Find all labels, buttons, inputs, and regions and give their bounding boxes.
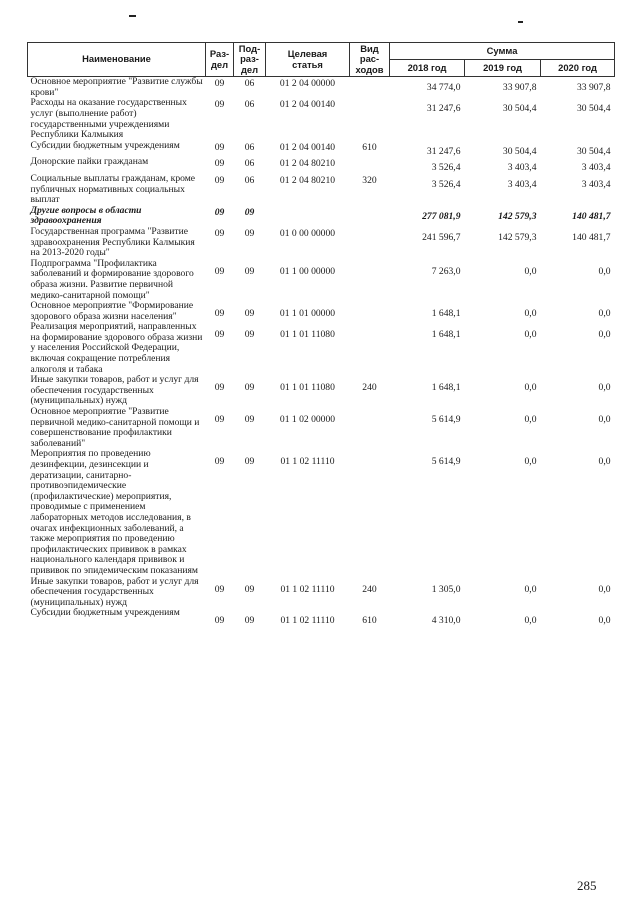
cell-razdel: 09: [214, 158, 225, 170]
cell-vid: [350, 98, 390, 140]
cell-podrazdel: 06: [244, 158, 255, 170]
cell-razdel: 09: [214, 382, 225, 394]
budget-table: [27, 42, 615, 627]
header-vid: Вид рас- ходов: [350, 43, 390, 77]
cell-name: Основное мероприятие "Развитие службы крови": [30, 76, 203, 98]
cell-2018: 1 648,1: [431, 308, 461, 320]
cell-podrazdel: 06: [244, 78, 255, 90]
cell-target: 01 1 02 00000: [279, 414, 336, 426]
cell-vid: [350, 449, 390, 576]
cell-2018: 5 614,9: [431, 414, 461, 426]
header-podrazdel: Под- раз- дел: [234, 43, 266, 77]
cell-2019: 142 579,3: [498, 210, 537, 222]
cell-2019: 3 403,4: [507, 178, 537, 190]
table-header: [28, 43, 615, 77]
cell-vid: [350, 322, 390, 375]
cell-2020: 0,0: [598, 456, 611, 468]
cell-2018: 1 648,1: [431, 382, 461, 394]
table-row: [28, 227, 615, 259]
cell-2020: 30 504,4: [576, 145, 611, 157]
cell-name: Социальные выплаты гражданам, кроме публичных нормативных социальных выплат: [30, 172, 196, 206]
cell-target: 01 1 02 11110: [280, 583, 335, 595]
cell-vid: 240: [362, 583, 377, 595]
header-year-2018: 2018 год: [390, 60, 465, 77]
cell-2020: 33 907,8: [576, 82, 611, 94]
table-row: [28, 98, 615, 140]
cell-vid: [350, 259, 390, 301]
cell-name: Расходы на оказание государственных услуг (выполнение работ) государственными учреждениями Республики Калмыкия: [30, 97, 187, 141]
cell-2018: 7 263,0: [431, 265, 461, 277]
cell-2020: 0,0: [598, 414, 611, 426]
cell-razdel: 09: [214, 78, 225, 90]
cell-target: 01 2 04 80210: [279, 174, 336, 186]
cell-2020: 0,0: [598, 382, 611, 394]
cell-name: Субсидии бюджетным учреждениям: [30, 139, 180, 151]
cell-vid: [350, 206, 390, 227]
cell-podrazdel: 06: [244, 141, 255, 153]
cell-razdel: 09: [214, 99, 225, 111]
cell-2020: 140 481,7: [572, 231, 611, 243]
cell-2018: 31 247,6: [426, 145, 461, 157]
table-row: [28, 322, 615, 375]
cell-razdel: 09: [214, 141, 225, 153]
cell-target: 01 1 01 11080: [280, 382, 335, 394]
cell-2019: 0,0: [524, 583, 537, 595]
cell-podrazdel: 06: [244, 174, 255, 186]
page-number: 285: [577, 878, 597, 893]
cell-2019: 142 579,3: [498, 231, 537, 243]
cell-2019: 0,0: [524, 308, 537, 320]
cell-target: 01 2 04 00140: [279, 99, 336, 111]
cell-target: 01 0 00 00000: [279, 227, 336, 239]
cell-name: Другие вопросы в области здравоохранения: [30, 204, 142, 227]
table-row: [28, 77, 615, 99]
cell-razdel: 09: [214, 329, 225, 341]
table-row: [28, 174, 615, 206]
cell-name: Иные закупки товаров, работ и услуг для обеспечения государственных (муниципальных) нужд: [30, 374, 199, 407]
table-row: [28, 259, 615, 301]
scan-mark-left: [129, 15, 136, 17]
table-row: [28, 141, 615, 158]
cell-2020: 0,0: [598, 329, 611, 341]
table-row: [28, 407, 615, 449]
cell-2018: 4 310,0: [431, 615, 461, 627]
cell-podrazdel: 09: [244, 382, 255, 394]
cell-name: Реализация мероприятий, направленных на формирование здорового образа жизни у населения Российской Федерации, включая сокращение потребления алкоголя и табака: [30, 321, 203, 375]
cell-podrazdel: 09: [244, 227, 255, 239]
header-year-2019: 2019 год: [465, 60, 541, 77]
cell-2018: 277 081,9: [422, 210, 461, 222]
cell-target: 01 1 01 00000: [279, 308, 336, 320]
cell-name: Государственная программа "Развитие здравоохранения Республики Калмыкия на 2013-2020 годы": [30, 225, 195, 259]
cell-2018: 3 526,4: [431, 178, 461, 190]
cell-2018: 34 774,0: [426, 82, 461, 94]
table-row: [28, 449, 615, 576]
cell-vid: 240: [362, 382, 377, 394]
cell-2018: 241 596,7: [422, 231, 461, 243]
cell-razdel: 09: [214, 583, 225, 595]
cell-target: 01 2 04 00000: [279, 78, 336, 90]
cell-name: Основное мероприятие "Развитие первичной медико-санитарной помощи и совершенствование профилактики заболеваний": [30, 406, 200, 449]
cell-razdel: 09: [214, 456, 225, 468]
cell-target: 01 1 02 11110: [280, 615, 335, 627]
header-name: Наименование: [28, 43, 206, 77]
cell-vid: [350, 77, 390, 99]
cell-podrazdel: 09: [244, 414, 255, 426]
cell-name: Субсидии бюджетным учреждениям: [30, 607, 180, 619]
cell-2019: 33 907,8: [502, 82, 537, 94]
cell-razdel: 09: [214, 414, 225, 426]
cell-2018: 3 526,4: [431, 162, 461, 174]
cell-razdel: 09: [214, 227, 225, 239]
cell-vid: [350, 407, 390, 449]
cell-podrazdel: 09: [244, 329, 255, 341]
cell-target: [266, 206, 350, 227]
cell-2020: 0,0: [598, 308, 611, 320]
cell-target: 01 1 02 11110: [280, 456, 335, 468]
cell-target: 01 1 01 11080: [280, 329, 335, 341]
cell-vid: [350, 301, 390, 322]
cell-2019: 0,0: [524, 615, 537, 627]
cell-2018: 5 614,9: [431, 456, 461, 468]
cell-2020: 30 504,4: [576, 103, 611, 115]
cell-vid: 610: [362, 615, 377, 627]
cell-2019: 0,0: [524, 329, 537, 341]
cell-2018: 31 247,6: [426, 103, 461, 115]
cell-vid: [350, 157, 390, 174]
header-year-2020: 2020 год: [541, 60, 615, 77]
cell-name: Донорские пайки гражданам: [30, 156, 149, 168]
cell-2019: 0,0: [524, 414, 537, 426]
cell-name: Основное мероприятие "Формирование здорового образа жизни населения": [30, 300, 194, 322]
cell-2018: 1 648,1: [431, 329, 461, 341]
cell-2019: 3 403,4: [507, 162, 537, 174]
table-row: [28, 577, 615, 609]
cell-podrazdel: 09: [244, 583, 255, 595]
cell-podrazdel: 09: [244, 615, 255, 627]
cell-2019: 0,0: [524, 265, 537, 277]
scan-mark-right: [518, 21, 523, 23]
cell-2020: 0,0: [598, 265, 611, 277]
cell-razdel: 09: [214, 308, 225, 320]
table-row: [28, 157, 615, 174]
cell-2019: 0,0: [524, 456, 537, 468]
cell-podrazdel: 06: [244, 99, 255, 111]
cell-name: Подпрограмма "Профилактика заболеваний и формирование здорового образа жизни. Развитие первичной медико-санитарной помощи": [30, 257, 194, 301]
cell-target: 01 2 04 00140: [279, 141, 336, 153]
cell-2018: 1 305,0: [431, 583, 461, 595]
cell-2019: 30 504,4: [502, 103, 537, 115]
table-row: [28, 206, 615, 227]
cell-podrazdel: 09: [244, 265, 255, 277]
cell-razdel: 09: [214, 174, 225, 186]
cell-2020: 140 481,7: [572, 210, 611, 222]
cell-2020: 3 403,4: [581, 162, 611, 174]
cell-razdel: 09: [214, 206, 225, 218]
table-row: [28, 375, 615, 407]
cell-vid: 320: [362, 174, 377, 186]
cell-vid: 610: [362, 141, 377, 153]
cell-2020: 0,0: [598, 583, 611, 595]
cell-target: 01 2 04 80210: [279, 158, 336, 170]
cell-name: Иные закупки товаров, работ и услуг для обеспечения государственных (муниципальных) нужд: [30, 575, 199, 608]
cell-razdel: 09: [214, 265, 225, 277]
cell-podrazdel: 09: [244, 206, 255, 218]
table-row: [28, 608, 615, 627]
cell-name: Мероприятия по проведению дезинфекции, дезинсекции и дератизации, санитарно-противоэпидемические (профилактические) мероприятия, проводимые с применением лабораторных методов исследования, в очагах инфекционных заболеваний, а также мероприятия по проведению профилактических прививок в рамках национального календаря прививок и прививок по эпидемическим показаниям: [30, 448, 198, 576]
cell-podrazdel: 09: [244, 308, 255, 320]
header-sum: Сумма: [390, 43, 615, 60]
cell-2020: 3 403,4: [581, 178, 611, 190]
header-target: Целевая статья: [266, 43, 350, 77]
cell-2019: 0,0: [524, 382, 537, 394]
cell-razdel: 09: [214, 615, 225, 627]
cell-2019: 30 504,4: [502, 145, 537, 157]
cell-2020: 0,0: [598, 615, 611, 627]
cell-vid: [350, 227, 390, 259]
table-body: [28, 77, 615, 627]
table-row: [28, 301, 615, 322]
header-razdel: Раз- дел: [206, 43, 234, 77]
cell-target: 01 1 00 00000: [279, 265, 336, 277]
cell-podrazdel: 09: [244, 456, 255, 468]
